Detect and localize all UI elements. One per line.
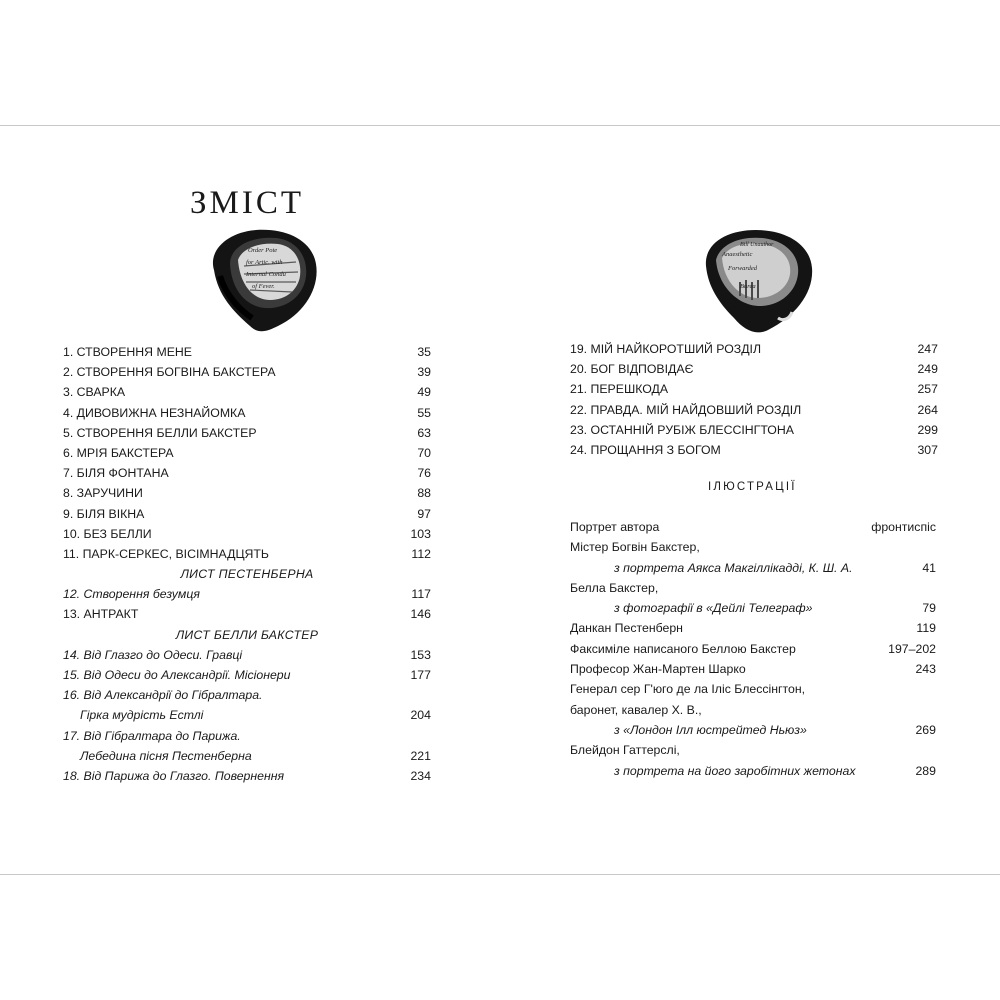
page-number: 76 xyxy=(417,466,431,481)
page-number: 41 xyxy=(922,560,936,575)
page-number: фронтиспіс xyxy=(871,520,936,534)
toc-row xyxy=(570,679,936,699)
toc-row xyxy=(570,639,936,659)
seal-left-line-1: Order Pote xyxy=(248,247,278,254)
entry-label: 1. СТВОРЕННЯ МЕНЕ xyxy=(63,345,193,359)
entry-label: 8. ЗАРУЧИНИ xyxy=(63,486,143,501)
entry-label: з фотографії в «Дейлі Телеграф» xyxy=(614,601,813,616)
toc-row xyxy=(570,618,936,638)
entry-label: 12. Створення безумця xyxy=(63,587,200,602)
page-number: 146 xyxy=(410,607,431,622)
toc-left-column xyxy=(63,342,431,786)
toc-row xyxy=(63,483,431,503)
entry-label: Блейдон Гаттерслі, xyxy=(570,743,680,758)
entry-label: 23. ОСТАННІЙ РУБІЖ БЛЕССІНГТОНА xyxy=(570,422,794,437)
entry-label: 13. АНТРАКТ xyxy=(63,607,139,622)
toc-row xyxy=(63,382,431,402)
toc-row xyxy=(570,379,938,399)
entry-label: 6. МРІЯ БАКСТЕРА xyxy=(63,445,174,460)
toc-row xyxy=(63,746,431,766)
page-number: 264 xyxy=(917,402,938,417)
toc-row xyxy=(63,645,431,665)
page-number: 112 xyxy=(411,546,431,561)
entry-label: 21. ПЕРЕШКОДА xyxy=(570,382,669,397)
entry-label: Гірка мудрість Естлі xyxy=(80,708,204,723)
toc-row xyxy=(63,362,431,382)
entry-label: 4. ДИВОВИЖНА НЕЗНАЙОМКА xyxy=(63,405,246,420)
seal-right-line-3: Forwarded xyxy=(728,265,758,272)
entry-label: 10. БЕЗ БЕЛЛИ xyxy=(63,526,152,541)
page-number: 153 xyxy=(410,647,431,662)
toc-row xyxy=(570,420,938,440)
page-number: 88 xyxy=(417,486,431,501)
toc-row xyxy=(63,544,431,564)
page-number: 70 xyxy=(417,445,431,460)
toc-row xyxy=(63,423,431,443)
toc-row xyxy=(570,700,936,720)
page-number: 63 xyxy=(417,425,431,440)
entry-label: з «Лондон Ілл юстрейтед Ньюз» xyxy=(614,722,807,737)
seal-right-line-1: Anaesthetic xyxy=(722,251,753,258)
toc-row xyxy=(570,578,936,598)
toc-row xyxy=(63,443,431,463)
section-heading: ЛИСТ БЕЛЛИ БАКСТЕР xyxy=(175,627,319,642)
page-number: 39 xyxy=(417,365,431,380)
entry-label: 9. БІЛЯ ВІКНА xyxy=(63,506,145,521)
entry-label: 7. БІЛЯ ФОНТАНА xyxy=(63,466,169,481)
toc-row xyxy=(63,665,431,685)
toc-row xyxy=(570,537,936,557)
page-number: 299 xyxy=(917,422,938,437)
toc-row xyxy=(570,720,936,740)
page-number: 49 xyxy=(417,385,431,400)
page-number: 221 xyxy=(410,748,431,763)
wax-seal-left-image xyxy=(200,226,320,334)
page-number: 234 xyxy=(410,768,431,783)
seal-right-line-4: Burea xyxy=(740,283,756,290)
toc-row xyxy=(63,342,431,362)
page-number: 257 xyxy=(917,382,938,397)
toc-row xyxy=(570,359,938,379)
seal-left-line-4: of Fever. xyxy=(252,283,275,290)
toc-row xyxy=(570,598,936,618)
toc-row xyxy=(570,659,936,679)
seal-left-line-3: Internal Condu xyxy=(246,271,286,278)
page-number: 119 xyxy=(916,621,936,636)
toc-row xyxy=(63,463,431,483)
entry-label: 22. ПРАВДА. МІЙ НАЙДОВШИЙ РОЗДІЛ xyxy=(570,402,802,417)
entry-label: Портрет автора xyxy=(570,520,660,534)
entry-label: 5. СТВОРЕННЯ БЕЛЛИ БАКСТЕР xyxy=(63,425,257,440)
entry-label: Белла Бакстер, xyxy=(570,580,659,595)
toc-row xyxy=(63,766,431,786)
entry-label: 15. Від Одеси до Александрії. Місіонери xyxy=(63,668,291,682)
entry-label: Містер Богвін Бакстер, xyxy=(570,540,700,555)
page-number: 35 xyxy=(417,345,431,359)
entry-label: з портрета Аякса Макгіллікадді, К. Ш. А. xyxy=(614,560,853,575)
page-number: 307 xyxy=(917,442,938,457)
page-number: 97 xyxy=(417,506,431,521)
illustrations-list xyxy=(570,517,936,781)
page-title: ЗМІСТ xyxy=(190,185,305,221)
toc-row xyxy=(63,726,431,746)
toc-right-column xyxy=(570,339,938,460)
entry-label: 18. Від Парижа до Глазго. Повернення xyxy=(63,768,285,783)
entry-label: з портрета на його заробітних жетонах xyxy=(614,763,856,778)
toc-row xyxy=(63,403,431,423)
toc-row xyxy=(63,625,431,645)
toc-row xyxy=(63,685,431,705)
entry-label: 24. ПРОЩАННЯ З БОГОМ xyxy=(570,442,721,457)
page-number: 177 xyxy=(410,668,431,682)
page-number: 55 xyxy=(417,405,431,420)
entry-label: Факсиміле написаного Беллою Бакстер xyxy=(570,641,796,656)
seal-right-line-2: Bill Unauthor xyxy=(740,242,774,248)
entry-label: 11. ПАРК-СЕРКЕС, ВІСІМНАДЦЯТЬ xyxy=(63,546,269,561)
entry-label: 2. СТВОРЕННЯ БОГВІНА БАКСТЕРА xyxy=(63,365,276,380)
toc-row xyxy=(63,584,431,604)
toc-row xyxy=(570,440,938,460)
toc-row xyxy=(63,705,431,725)
entry-label: баронет, кавалер Х. В., xyxy=(570,702,702,717)
toc-row xyxy=(570,517,936,537)
page-number: 289 xyxy=(915,763,936,778)
toc-row xyxy=(63,564,431,584)
toc-row xyxy=(570,761,936,781)
toc-row xyxy=(570,558,936,578)
page-number: 79 xyxy=(922,601,936,616)
section-heading: ЛИСТ ПЕСТЕНБЕРНА xyxy=(180,567,314,582)
entry-label: Професор Жан-Мартен Шарко xyxy=(570,662,746,677)
page-number: 197–202 xyxy=(888,641,936,656)
page-number: 269 xyxy=(915,722,936,737)
wax-seal-right-image xyxy=(700,226,818,336)
page-number: 249 xyxy=(917,362,938,377)
entry-label: 20. БОГ ВІДПОВІДАЄ xyxy=(570,362,694,377)
entry-label: Данкан Пестенберн xyxy=(570,621,683,636)
entry-label: 16. Від Александрії до Гібралтара. xyxy=(63,688,263,703)
page-number: 204 xyxy=(410,708,431,723)
entry-label: 17. Від Гібралтара до Парижа. xyxy=(63,728,241,743)
toc-row xyxy=(63,524,431,544)
toc-row xyxy=(570,740,936,760)
page-number: 103 xyxy=(410,526,431,541)
seal-left-line-2: for Artic. with xyxy=(246,259,283,266)
page-number: 247 xyxy=(917,342,938,356)
toc-row xyxy=(63,604,431,624)
page-number: 243 xyxy=(915,662,936,677)
entry-label: 14. Від Глазго до Одеси. Гравці xyxy=(63,647,243,662)
entry-label: 3. СВАРКА xyxy=(63,385,126,400)
toc-row xyxy=(63,504,431,524)
entry-label: Генерал сер Г'юго де ла Іліс Блессінгтон, xyxy=(570,682,806,697)
illustrations-heading: ІЛЮСТРАЦІЇ xyxy=(708,481,797,493)
entry-label: Лебедина пісня Пестенберна xyxy=(80,748,252,763)
page-number: 117 xyxy=(411,587,431,602)
entry-label: 19. МІЙ НАЙКОРОТШИЙ РОЗДІЛ xyxy=(570,342,762,356)
toc-row xyxy=(570,400,938,420)
toc-row xyxy=(570,339,938,359)
